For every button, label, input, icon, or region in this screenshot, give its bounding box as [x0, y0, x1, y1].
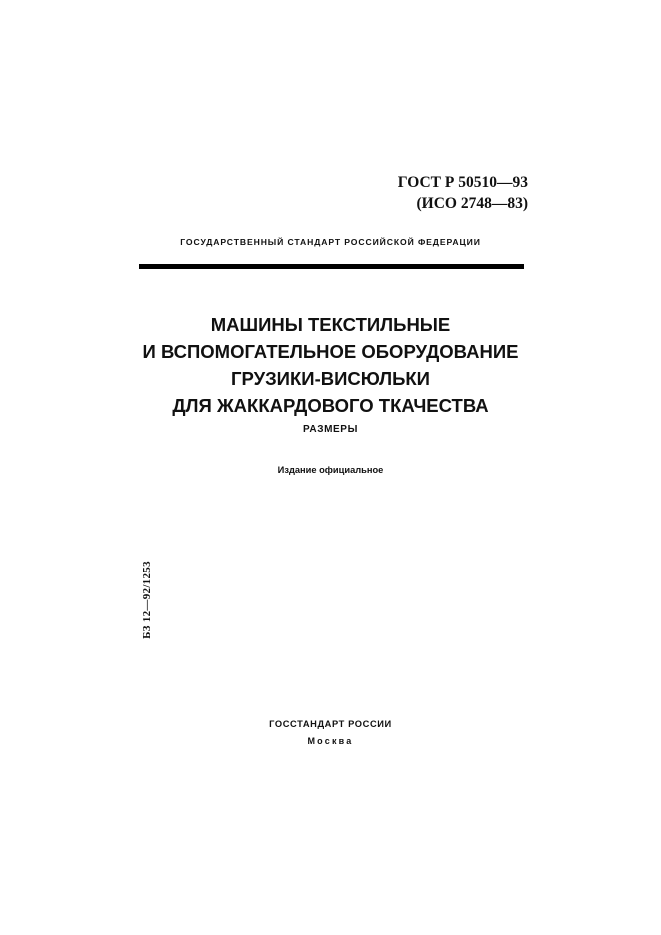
document-subtitle: РАЗМЕРЫ: [303, 424, 358, 435]
title-line-2: И ВСПОМОГАТЕЛЬНОЕ ОБОРУДОВАНИЕ: [142, 341, 519, 362]
state-standard-heading: ГОСУДАРСТВЕННЫЙ СТАНДАРТ РОССИЙСКОЙ ФЕДЕРАЦИИ: [180, 237, 481, 247]
publisher: ГОССТАНДАРТ РОССИИ: [269, 719, 392, 729]
iso-number: (ИСО 2748—83): [416, 195, 528, 212]
standard-designation: [398, 172, 528, 214]
horizontal-rule: [139, 264, 524, 269]
edition-label: Издание официальное: [277, 465, 384, 475]
title-line-1: МАШИНЫ ТЕКСТИЛЬНЫЕ: [210, 314, 451, 335]
title-line-3: ГРУЗИКИ-ВИСЮЛЬКИ: [231, 368, 430, 389]
document-title: [0, 311, 661, 419]
standard-number: ГОСТ Р 50510—93: [397, 174, 528, 191]
title-line-4: ДЛЯ ЖАККАРДОВОГО ТКАЧЕСТВА: [172, 395, 489, 416]
publication-city: Москва: [307, 736, 354, 746]
side-code: БЗ 12—92/1253: [141, 561, 153, 639]
